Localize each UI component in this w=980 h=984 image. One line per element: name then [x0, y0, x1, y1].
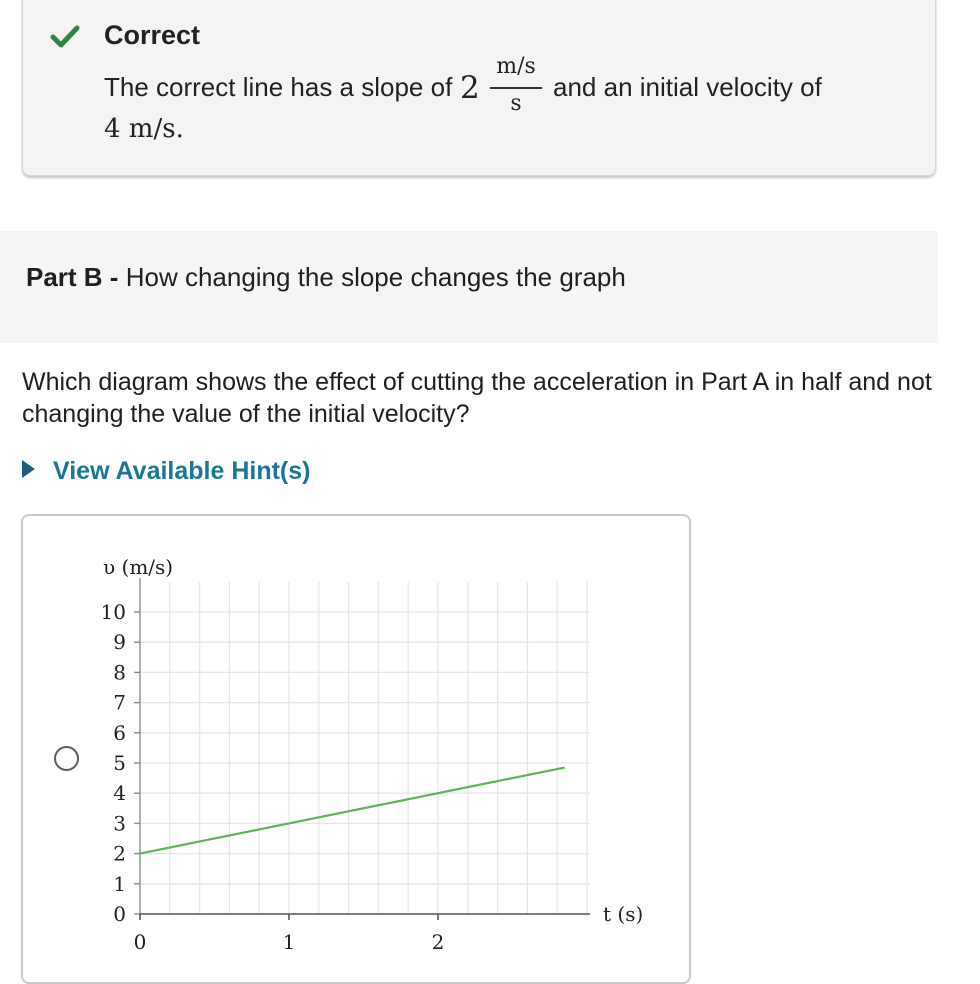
part-b-heading: How changing the slope changes the graph	[125, 262, 626, 292]
question-text: Which diagram shows the effect of cutting the acceleration in Part A in half and not changing the value of the initial velocity?	[22, 368, 932, 428]
y-tick-label: 9	[113, 630, 126, 655]
part-b-label: Part B -	[26, 262, 119, 292]
y-tick-label: 2	[113, 841, 126, 866]
y-axis-label: υ (m/s)	[103, 555, 174, 579]
initial-velocity-text: 4 m/s.	[104, 114, 184, 144]
x-axis-label: t (s)	[603, 902, 644, 926]
view-hints-link[interactable]: View Available Hint(s)	[53, 457, 311, 485]
x-tick-label: 1	[282, 930, 296, 954]
y-tick-label: 7	[113, 690, 126, 715]
feedback-text-before: The correct line has a slope of	[104, 72, 453, 102]
y-tick-label: 8	[113, 660, 126, 685]
y-tick-label: 3	[113, 811, 126, 836]
y-tick-label: 6	[113, 720, 126, 745]
slope-unit-denominator: s	[510, 91, 522, 116]
y-tick-label: 0	[113, 902, 126, 926]
y-tick-label: 10	[100, 600, 126, 624]
y-tick-label: 4	[113, 781, 126, 806]
feedback-text-after: and an initial velocity of	[553, 72, 822, 102]
velocity-line	[140, 768, 565, 854]
y-tick-label: 1	[113, 871, 126, 896]
y-tick-label: 5	[113, 751, 126, 775]
slope-unit-numerator: m/s	[496, 54, 536, 79]
feedback-title: Correct	[104, 20, 201, 50]
slope-value: 2	[460, 70, 480, 106]
x-tick-label: 2	[431, 930, 445, 954]
x-tick-label: 0	[133, 930, 147, 954]
